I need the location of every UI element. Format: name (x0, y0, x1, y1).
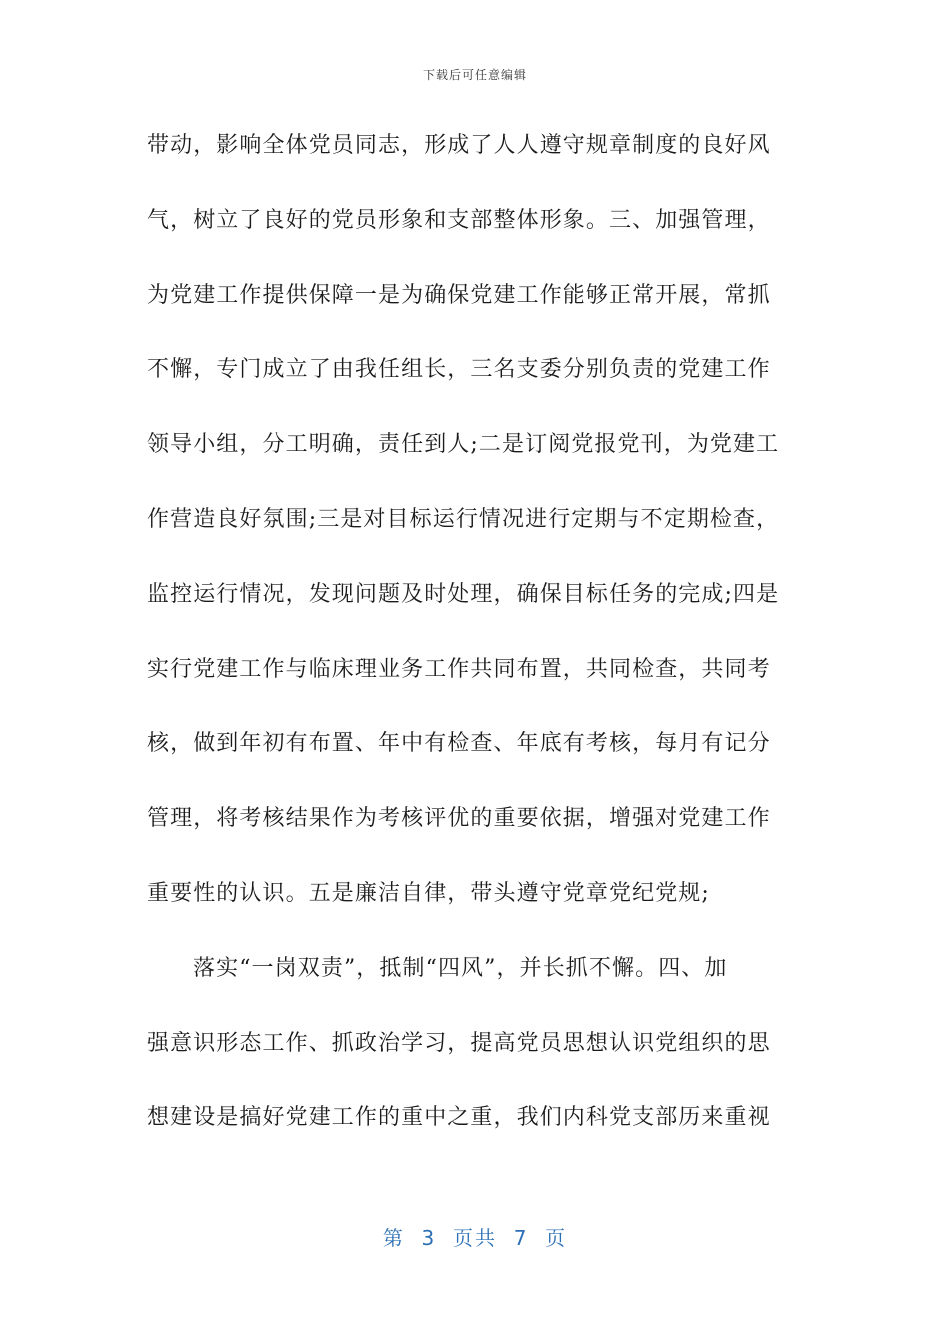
text-line: 管理，将考核结果作为考核评优的重要依据，增强对党建工作 (147, 806, 771, 832)
document-body (147, 122, 807, 1169)
page-number-footer (0, 1222, 950, 1251)
page-number-text: 第 3 页共 7 页 (382, 1226, 568, 1250)
text-line: 作营造良好氛围;三是对目标运行情况进行定期与不定期检查， (147, 506, 780, 532)
text-line: 重要性的认识。五是廉洁自律，带头遵守党章党纪党规; (147, 880, 710, 906)
text-line: 核，做到年初有布置、年中有检查、年底有考核，每月有记分 (147, 731, 771, 757)
text-line: 强意识形态工作、抓政治学习，提高党员思想认识党组织的思 (147, 1030, 771, 1056)
text-line: 实行党建工作与临床理业务工作共同布置，共同检查，共同考 (147, 656, 771, 682)
paragraph-start-line: 落实“一岗双责”，抵制“四风”，并长抓不懈。四、加 (193, 955, 728, 981)
page-header: 下载后可任意编辑 (422, 68, 527, 82)
text-line: 带动，影响全体党员同志，形成了人人遵守规章制度的良好风 (147, 133, 771, 158)
text-line: 领导小组，分工明确，责任到人;二是订阅党报党刊，为党建工 (147, 432, 780, 458)
text-line: 为党建工作提供保障一是为确保党建工作能够正常开展，常抓 (147, 282, 771, 308)
text-line: 气，树立了良好的党员形象和支部整体形象。三、加强管理， (147, 207, 771, 233)
text-line: 监控运行情况，发现问题及时处理，确保目标任务的完成;四是 (147, 581, 780, 607)
text-line: 不懈，专门成立了由我任组长，三名支委分别负责的党建工作 (147, 357, 771, 383)
text-line: 想建设是搞好党建工作的重中之重，我们内科党支部历来重视 (147, 1105, 771, 1131)
